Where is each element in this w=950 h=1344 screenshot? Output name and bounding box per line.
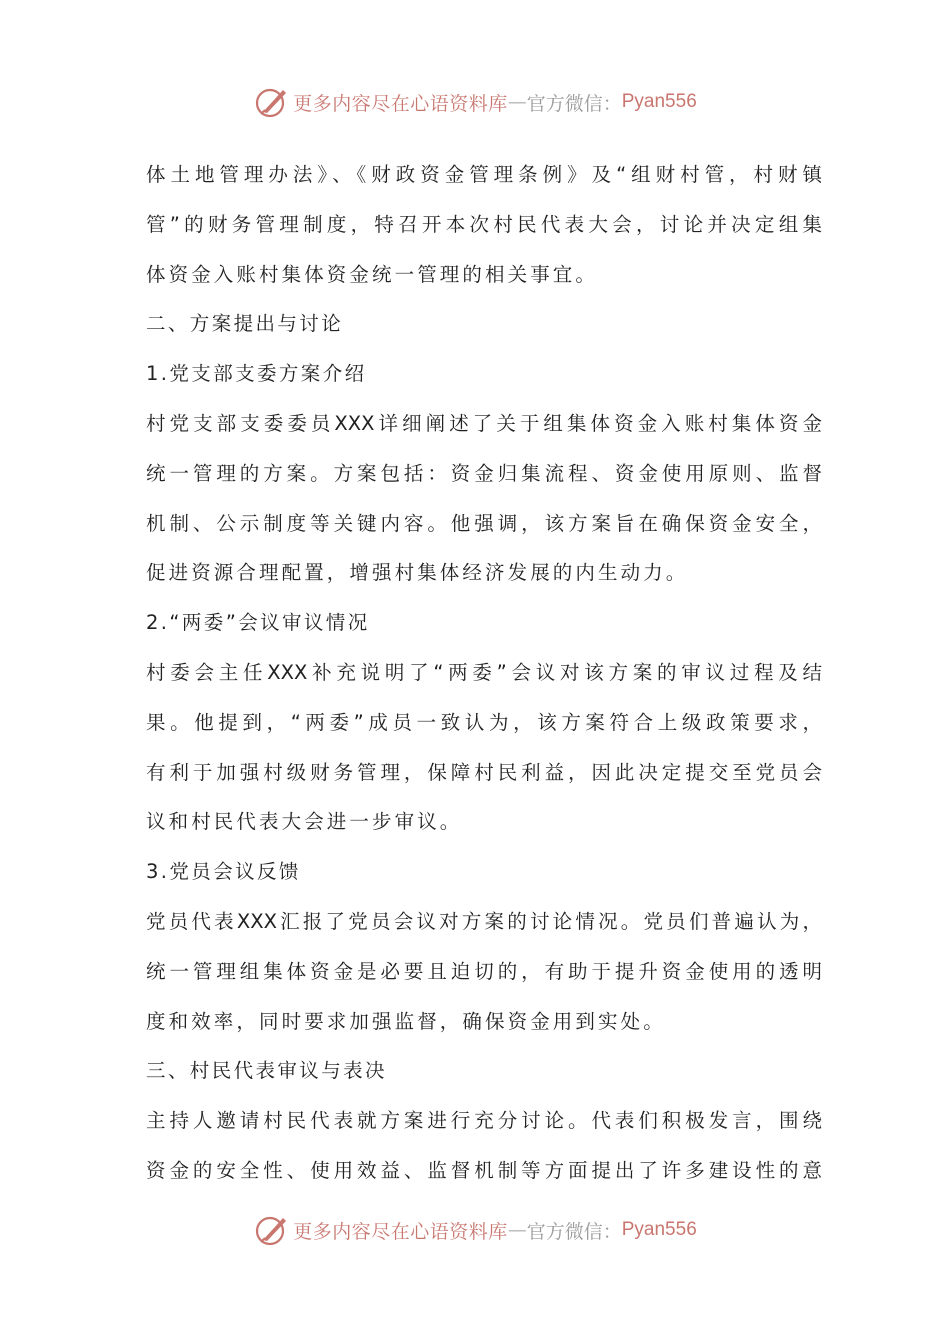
footer-watermark-banner — [0, 1210, 950, 1250]
banner-dash: — — [507, 1219, 527, 1241]
paragraph-line: 有利于加强村级财务管理，保障村民利益，因此决定提交至党员会 — [146, 760, 822, 784]
quill-pen-logo-icon — [253, 84, 289, 120]
banner-main-text: 更多内容尽在心语资料库 — [293, 92, 508, 115]
paragraph-line: 主持人邀请村民代表就方案进行充分讨论。代表们积极发言，围绕 — [146, 1109, 822, 1133]
paragraph-line: 果。他提到，“两委”成员一致认为，该方案符合上级政策要求， — [146, 710, 822, 734]
paragraph-line: 资金的安全性、使用效益、监督机制等方面提出了许多建设性的意 — [146, 1158, 822, 1182]
paragraph-line: 机制、公示制度等关键内容。他强调，该方案旨在确保资金安全， — [146, 511, 822, 535]
paragraph-line: 体土地管理办法》、《财政资金管理条例》及“组财村管，村财镇 — [146, 163, 822, 186]
quill-pen-logo-icon — [253, 1212, 289, 1248]
paragraph-line: 统一管理组集体资金是必要且迫切的，有助于提升资金使用的透明 — [146, 959, 822, 983]
banner-sub-text: 官方微信： — [526, 1220, 622, 1243]
paragraph-line: 村委会主任XXX补充说明了“两委”会议对该方案的审议过程及结 — [146, 660, 822, 684]
banner-wechat-id: Pyan556 — [621, 1219, 697, 1240]
paragraph-line: 促进资源合理配置，增强村集体经济发展的内生动力。 — [146, 561, 689, 585]
document-body — [146, 150, 822, 1196]
paragraph-line: 体资金入账村集体资金统一管理的相关事宜。 — [146, 262, 599, 286]
section-heading: 1.党支部支委方案介绍 — [146, 362, 367, 386]
section-heading: 2.“两委”会议审议情况 — [146, 611, 370, 635]
banner-sub-text: 官方微信： — [526, 92, 622, 115]
section-heading: 三、村民代表审议与表决 — [146, 1059, 387, 1083]
paragraph-line: 统一管理的方案。方案包括：资金归集流程、资金使用原则、监督 — [146, 461, 822, 485]
paragraph-line: 村党支部支委委员XXX详细阐述了关于组集体资金入账村集体资金 — [146, 411, 822, 435]
section-heading: 二、方案提出与讨论 — [146, 312, 344, 336]
header-watermark-banner — [0, 82, 950, 122]
banner-main-text: 更多内容尽在心语资料库 — [293, 1220, 508, 1243]
paragraph-line: 度和效率，同时要求加强监督，确保资金用到实处。 — [146, 1009, 666, 1033]
banner-dash: — — [507, 91, 527, 113]
paragraph-line: 管”的财务管理制度，特召开本次村民代表大会，讨论并决定组集 — [146, 212, 822, 236]
section-heading: 3.党员会议反馈 — [146, 860, 301, 884]
paragraph-line: 党员代表XXX汇报了党员会议对方案的讨论情况。党员们普遍认为， — [146, 909, 822, 933]
banner-wechat-id: Pyan556 — [621, 91, 697, 112]
paragraph-line: 议和村民代表大会进一步审议。 — [146, 810, 463, 834]
